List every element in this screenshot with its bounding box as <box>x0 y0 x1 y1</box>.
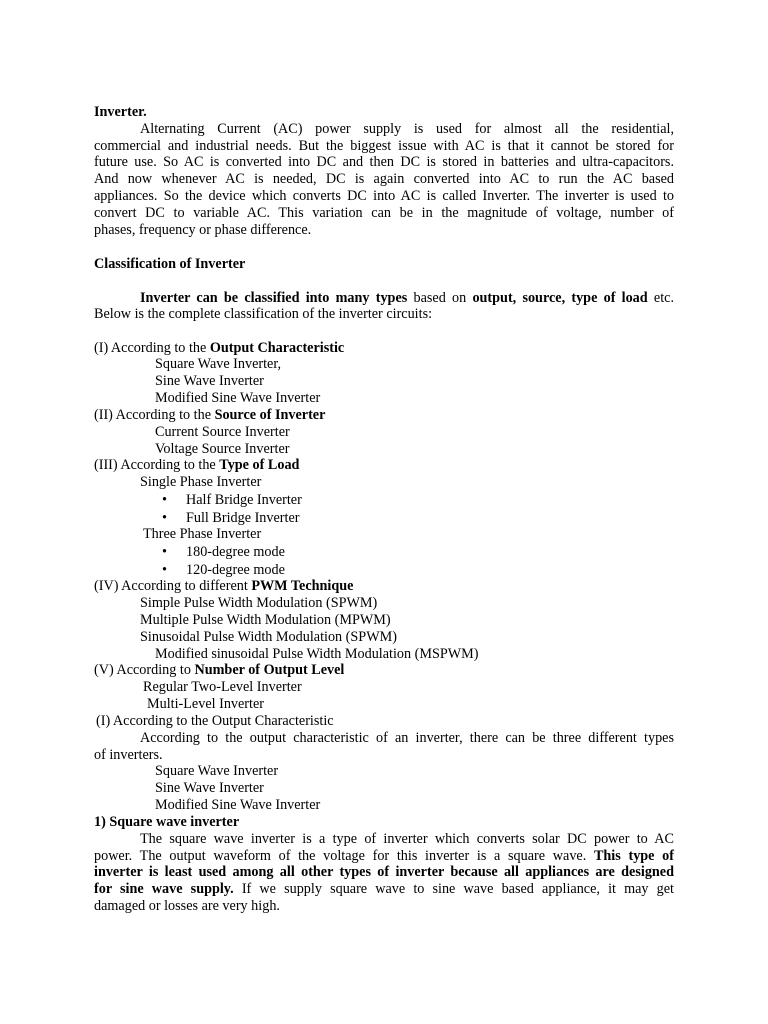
intro-line-6: convert DC to variable AC. This variation can be in the magnitude of voltage, number of <box>94 205 674 221</box>
bullet-item <box>162 544 766 561</box>
bullet-icon: • <box>162 510 167 526</box>
class-intro-bold-1: Inverter can be classified into many types <box>140 290 408 306</box>
sec2-prefix: (II) According to the <box>94 407 215 423</box>
square-line-4-text: If we supply square wave to sine wave based appliance, it may get <box>233 881 674 897</box>
square-line-3: inverter is least used among all other types of inverter because all appliances are designed <box>94 864 674 880</box>
sec3-bold: Type of Load <box>219 457 300 473</box>
square-line-5: damaged or losses are very high. <box>94 898 280 914</box>
sec1-item: Square Wave Inverter, <box>155 356 282 372</box>
intro-line-7: phases, frequency or phase difference. <box>94 222 312 238</box>
sec2-heading <box>94 407 674 424</box>
sec5-item: Multi-Level Inverter <box>147 696 264 712</box>
class-intro-text-1: based on <box>407 290 473 306</box>
intro-line-1: Alternating Current (AC) power supply is used for almost all the residential, <box>140 121 674 137</box>
intro-line-5: appliances. So the device which converts DC into AC is called Inverter. The inverter is used to <box>94 188 674 204</box>
sec1-detail-line-2: of inverters. <box>94 747 163 763</box>
bullet-text: 120-degree mode <box>186 562 285 578</box>
sec1-detail-item: Square Wave Inverter <box>155 763 279 779</box>
sec3-single-phase: Single Phase Inverter <box>140 474 262 490</box>
sec3-prefix: (III) According to the <box>94 457 220 473</box>
square-line-2 <box>94 848 674 865</box>
sec4-bold: PWM Technique <box>251 578 354 594</box>
square-line-2-text: power. The output waveform of the voltage for this inverter is a square wave. <box>94 848 594 864</box>
sec4-item: Sinusoidal Pulse Width Modulation (SPWM) <box>140 629 397 645</box>
bullet-text: Full Bridge Inverter <box>186 510 300 526</box>
square-line-4 <box>94 881 674 898</box>
sec1-detail-line-1: According to the output characteristic of an inverter, there can be three different types <box>140 730 674 746</box>
intro-line-3: future use. So AC is converted into DC and then DC is stored in batteries and ultra-capacitors. <box>94 154 674 170</box>
sec5-heading <box>94 662 674 679</box>
sec4-sub-item: Modified sinusoidal Pulse Width Modulation (MSPWM) <box>155 646 479 662</box>
sec1-heading <box>94 340 674 357</box>
sec5-item: Regular Two-Level Inverter <box>143 679 302 695</box>
bullet-item <box>162 510 766 527</box>
sec1-item: Modified Sine Wave Inverter <box>155 390 321 406</box>
doc-title: Inverter. <box>94 104 147 120</box>
square-line-4-bold: for sine wave supply. <box>94 881 234 897</box>
sec4-prefix: (IV) According to different <box>94 578 252 594</box>
class-intro-text-2: etc. <box>647 290 674 306</box>
classification-heading: Classification of Inverter <box>94 256 246 272</box>
sec1-item: Sine Wave Inverter <box>155 373 264 389</box>
sec2-bold: Source of Inverter <box>214 407 326 423</box>
intro-line-2: commercial and industrial needs. But the biggest issue with AC is that it cannot be stored for <box>94 138 674 154</box>
sec5-prefix: (V) According to <box>94 662 195 678</box>
sec4-heading <box>94 578 674 595</box>
class-intro-line-2: Below is the complete classification of the inverter circuits: <box>94 306 433 322</box>
sec1-bold: Output Characteristic <box>209 340 345 356</box>
intro-line-4: And now whenever AC is needed, DC is again converted into AC to run the AC based <box>94 171 674 187</box>
sec3-three-phase: Three Phase Inverter <box>143 526 262 542</box>
bullet-text: Half Bridge Inverter <box>186 492 302 508</box>
sec3-heading <box>94 457 674 474</box>
bullet-item <box>162 492 766 509</box>
bullet-icon: • <box>162 492 167 508</box>
sec5-bold: Number of Output Level <box>194 662 345 678</box>
sec4-item: Multiple Pulse Width Modulation (MPWM) <box>140 612 391 628</box>
sec2-item: Voltage Source Inverter <box>155 441 290 457</box>
square-heading: 1) Square wave inverter <box>94 814 240 830</box>
square-line-1: The square wave inverter is a type of inverter which converts solar DC power to AC <box>140 831 674 847</box>
class-intro-line-1 <box>94 290 674 307</box>
sec1-detail-heading: (I) According to the Output Characteristic <box>96 713 334 729</box>
sec4-item: Simple Pulse Width Modulation (SPWM) <box>140 595 378 611</box>
class-intro-bold-2: output, source, type of load <box>472 290 648 306</box>
bullet-icon: • <box>162 544 167 560</box>
sec1-detail-item: Sine Wave Inverter <box>155 780 264 796</box>
bullet-item <box>162 562 766 579</box>
bullet-text: 180-degree mode <box>186 544 285 560</box>
sec1-prefix: (I) According to the <box>94 340 210 356</box>
square-line-2-bold: This type of <box>593 848 674 864</box>
sec2-item: Current Source Inverter <box>155 424 290 440</box>
sec1-detail-item: Modified Sine Wave Inverter <box>155 797 321 813</box>
bullet-icon: • <box>162 562 167 578</box>
